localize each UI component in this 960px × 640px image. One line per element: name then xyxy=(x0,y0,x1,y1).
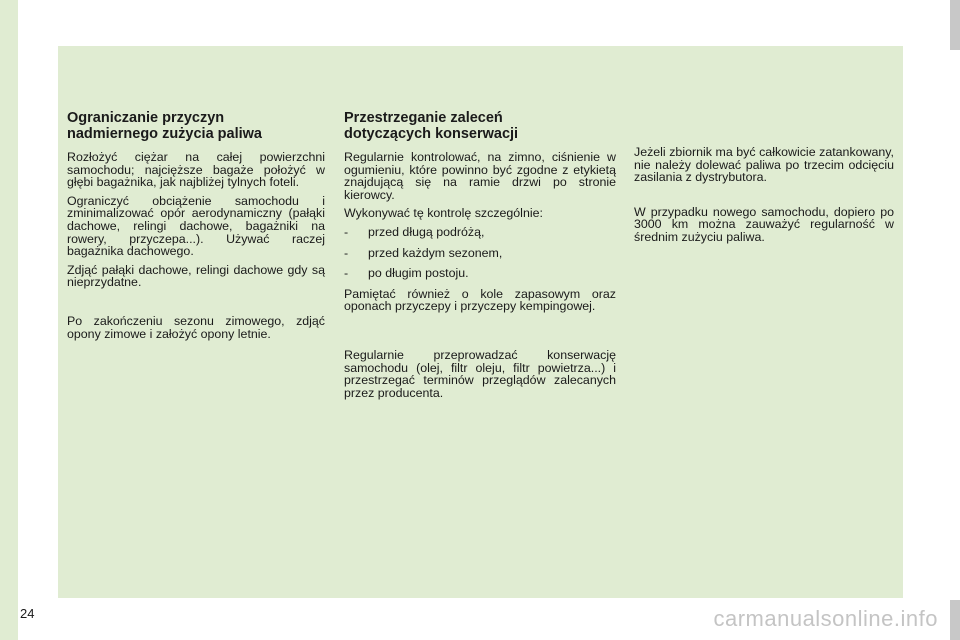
page-number: 24 xyxy=(20,606,35,621)
paragraph: W przypadku nowego samochodu, dopiero po 3000 km można zauważyć regularność w średnim zużyciu paliwa. xyxy=(634,204,894,244)
column-fuel-tips xyxy=(634,146,894,250)
paragraph: Rozłożyć ciężar na całej powierzchni samochodu; najcięższe bagaże położyć w głębi bagażnika, jak najbliżej tylnych foteli. xyxy=(67,150,325,190)
paragraph: Pamiętać również o kole zapasowym oraz oponach przyczepy i przyczepy kempingowej. xyxy=(344,286,616,314)
paragraph: Ograniczyć obciążenie samochodu i zminimalizować opór aerodynamiczny (pałąki dachowe, relingi dachowe, bagażniki na rowery, przyczepa...). Używać raczej bagażnika dachowego. xyxy=(67,193,325,259)
left-margin-strip xyxy=(0,0,18,640)
section-heading-fuel: Ograniczanie przyczyn nadmiernego zużycia paliwa xyxy=(67,110,262,142)
paragraph: Jeżeli zbiornik ma być całkowicie zatankowany, nie należy dolewać paliwa po trzecim odcięciu zasilania z dystrybutora. xyxy=(634,145,894,185)
paragraph: Regularnie kontrolować, na zimno, ciśnienie w ogumieniu, które powinno być zgodne z etykietą znajdującą się na ramie drzwi po stronie kierowcy. xyxy=(344,150,616,202)
list-item: - przed każdym sezonem, xyxy=(344,245,503,260)
paragraph: Regularnie przeprowadzać konserwację samochodu (olej, filtr oleju, filtr powietrza...) i przestrzegać terminów przeglądów zalecanych przez producenta. xyxy=(344,347,616,400)
list-item: - przed długą podróżą, xyxy=(344,224,485,239)
column-maintenance xyxy=(344,110,616,405)
bullet-list xyxy=(344,226,616,280)
watermark: carmanualsonline.info xyxy=(713,606,938,631)
column-fuel-consumption xyxy=(67,110,325,346)
section-heading-maintenance: Przestrzeganie zaleceń dotyczących konserwacji xyxy=(344,110,519,142)
paragraph: Wykonywać tę kontrolę szczególnie: xyxy=(344,206,543,221)
paragraph: Zdjąć pałąki dachowe, relingi dachowe gdy są nieprzydatne. xyxy=(67,262,325,290)
paragraph: Po zakończeniu sezonu zimowego, zdjąć opony zimowe i założyć opony letnie. xyxy=(67,313,325,341)
page-edge-tab xyxy=(950,0,960,50)
list-item: - po długim postoju. xyxy=(344,266,469,281)
page-edge-tab-bottom xyxy=(950,600,960,640)
